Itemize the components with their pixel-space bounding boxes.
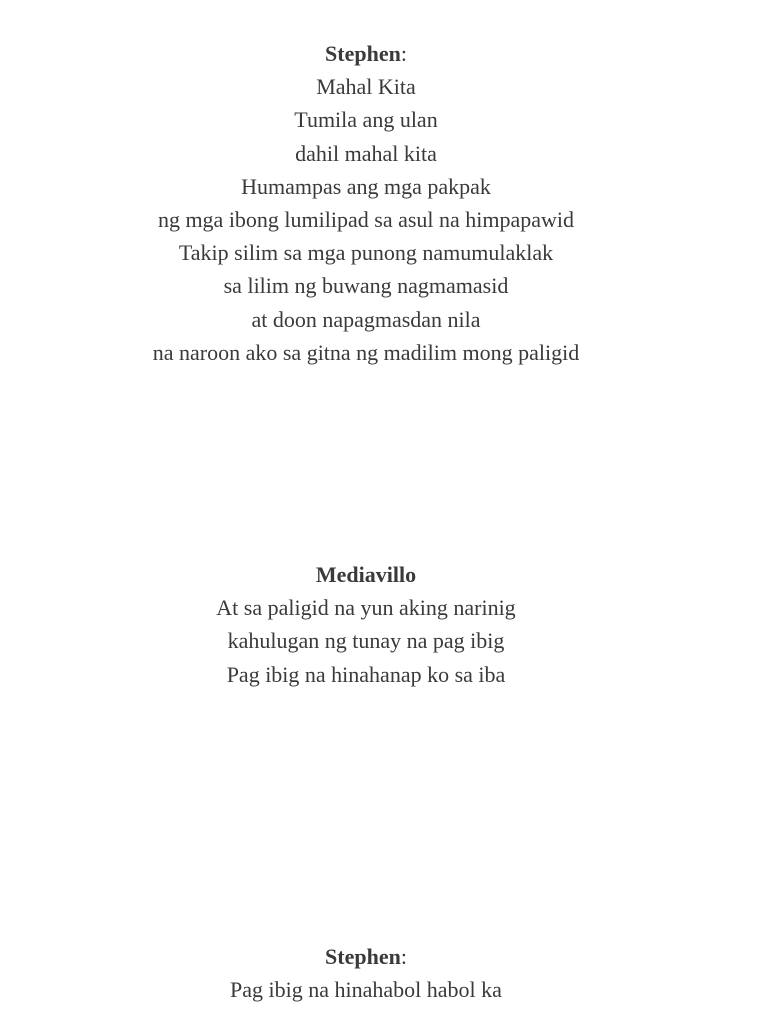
speaker-suffix: : <box>400 41 407 66</box>
speaker-name: Stephen <box>325 41 401 66</box>
verse-line: at doon napagmasdan nila <box>251 306 481 332</box>
verse-line: dahil mahal kita <box>295 140 437 166</box>
speaker-suffix: : <box>400 944 407 969</box>
verse-line: na naroon ako sa gitna ng madilim mong paligid <box>152 339 580 365</box>
stanza-stephen-2 <box>0 940 732 1006</box>
speaker-line <box>0 558 732 591</box>
speaker-line <box>0 940 732 973</box>
speaker-name: Mediavillo <box>315 562 417 587</box>
verse-line: kahulugan ng tunay na pag ibig <box>227 628 505 654</box>
verse-line: Tumila ang ulan <box>294 107 438 133</box>
verse-line: At sa paligid na yun aking narinig <box>216 595 516 621</box>
speaker-line <box>0 37 732 70</box>
stanza-stephen-1 <box>0 37 732 369</box>
stanza-mediavillo <box>0 558 732 691</box>
verse-line: Pag ibig na hinahanap ko sa iba <box>226 661 506 687</box>
verse-line: Pag ibig na hinahabol habol ka <box>230 977 502 1003</box>
verse-line: Mahal Kita <box>316 74 416 100</box>
verse-line: Takip silim sa mga punong namumulaklak <box>178 240 554 266</box>
speaker-name: Stephen <box>325 944 401 969</box>
verse-line: Humampas ang mga pakpak <box>241 173 491 199</box>
verse-line: ng mga ibong lumilipad sa asul na himpapawid <box>157 207 575 233</box>
verse-line: sa lilim ng buwang nagmamasid <box>223 273 509 299</box>
